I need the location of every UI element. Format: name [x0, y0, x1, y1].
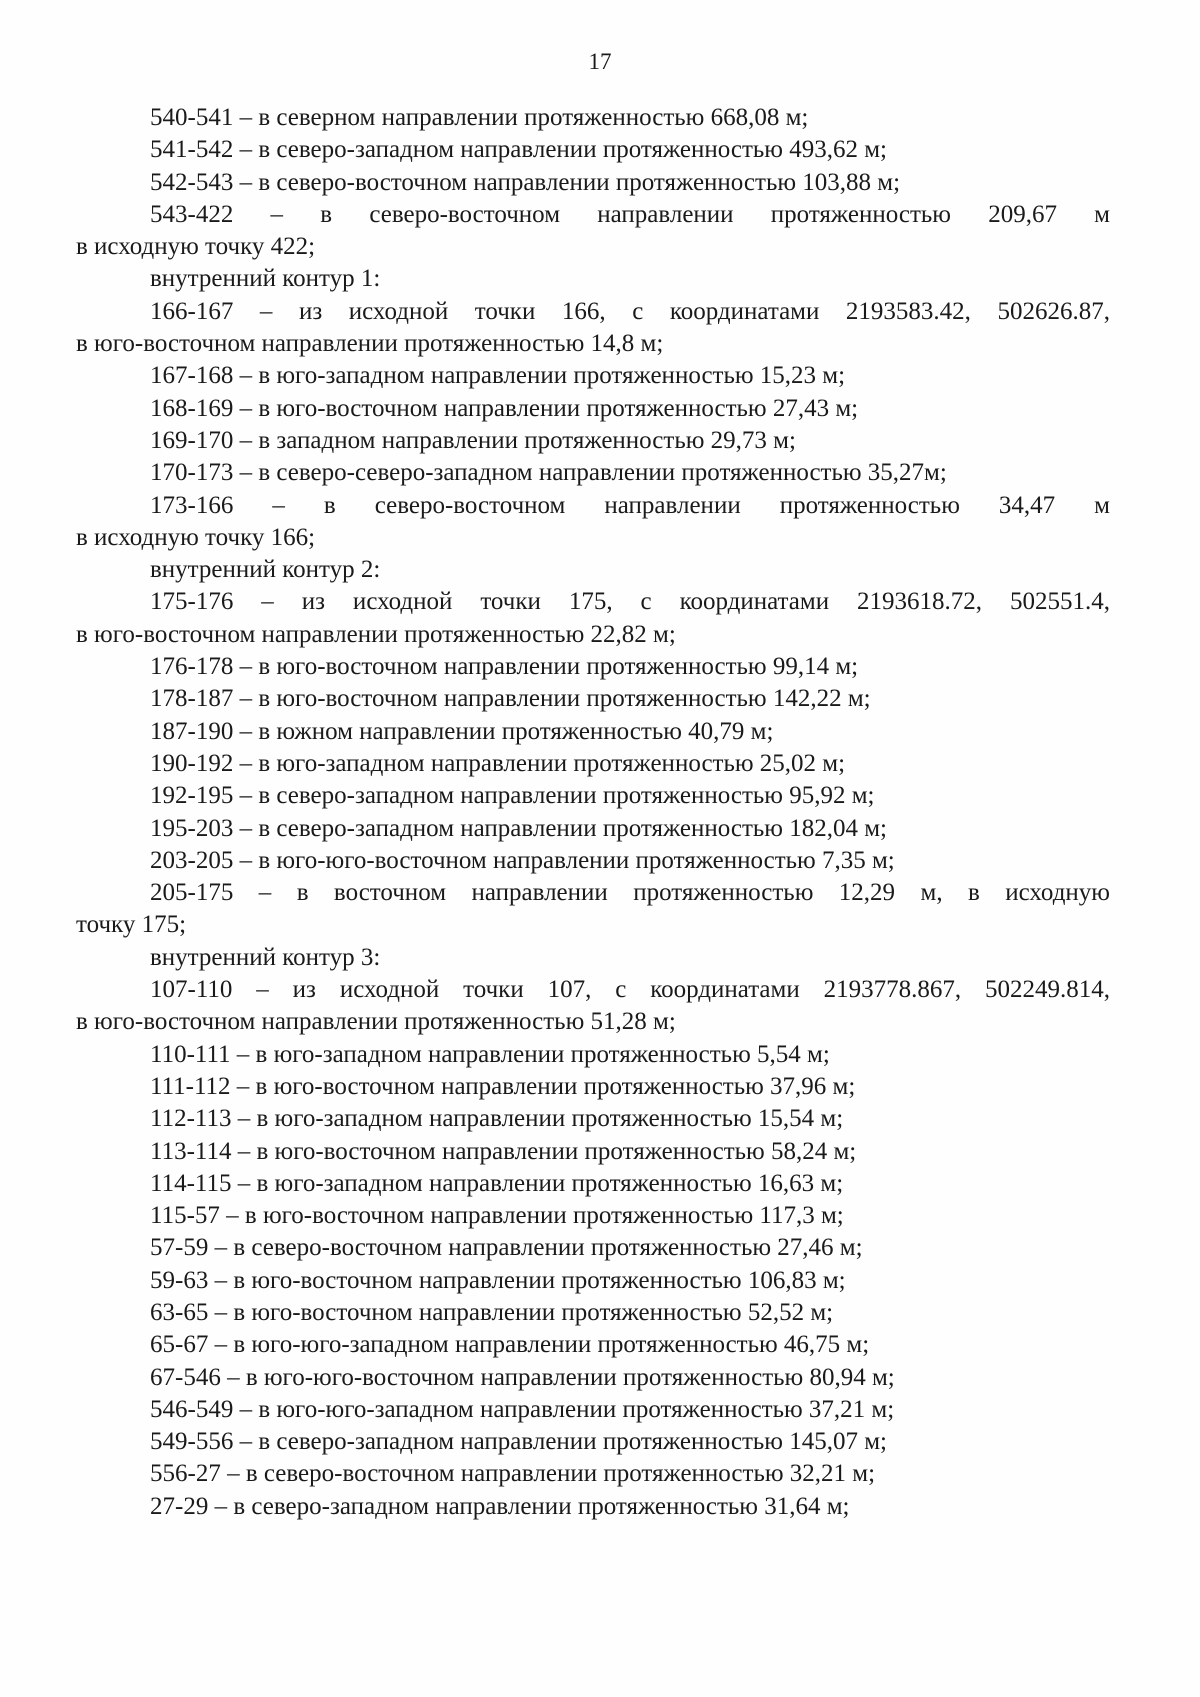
text-line: 540-541 – в северном направлении протяженностью 668,08 м; — [150, 104, 809, 131]
text-line: 170-173 – в северо-северо-западном направлении протяженностью 35,27м; — [150, 459, 947, 487]
text-line: 57-59 – в северо-восточном направлении протяженностью 27,46 м; — [150, 1234, 863, 1262]
text-line: 190-192 – в юго-западном направлении протяженностью 25,02 м; — [150, 749, 846, 777]
text-line: внутренний контур 3: — [150, 943, 381, 971]
text-line: в исходную точку 422; — [76, 233, 316, 261]
text-line: 175-176 – из исходной точки 175, с координатами 2193618.72, 502551.4, — [150, 588, 1110, 616]
text-line: 205-175 – в восточном направлении протяженностью 12,29 м, в исходную — [150, 879, 1110, 907]
text-line: 110-111 – в юго-западном направлении протяженностью 5,54 м; — [150, 1040, 830, 1068]
text-line: 192-195 – в северо-западном направлении протяженностью 95,92 м; — [150, 782, 875, 810]
text-line: 542-543 – в северо-восточном направлении протяженностью 103,88 м; — [150, 168, 901, 196]
text-line: в юго-восточном направлении протяженностью 14,8 м; — [76, 330, 664, 358]
text-line: 169-170 – в западном направлении протяженностью 29,73 м; — [150, 426, 796, 454]
text-line: 67-546 – в юго-юго-восточном направлении протяженностью 80,94 м; — [150, 1363, 895, 1391]
text-line: 107-110 – из исходной точки 107, с координатами 2193778.867, 502249.814, — [150, 976, 1110, 1004]
text-line: 176-178 – в юго-восточном направлении протяженностью 99,14 м; — [150, 653, 859, 681]
text-line: 166-167 – из исходной точки 166, с координатами 2193583.42, 502626.87, — [150, 297, 1110, 325]
text-line: 556-27 – в северо-восточном направлении протяженностью 32,21 м; — [150, 1460, 876, 1488]
text-line: 173-166 – в северо-восточном направлении протяженностью 34,47 м — [150, 491, 1110, 519]
text-line: 195-203 – в северо-западном направлении протяженностью 182,04 м; — [150, 814, 887, 842]
text-line: 114-115 – в юго-западном направлении протяженностью 16,63 м; — [150, 1169, 844, 1197]
text-line: внутренний контур 1: — [150, 265, 381, 293]
text-line: 115-57 – в юго-восточном направлении протяженностью 117,3 м; — [150, 1202, 844, 1230]
text-line: 187-190 – в южном направлении протяженностью 40,79 м; — [150, 717, 774, 745]
page-number: 17 — [588, 49, 612, 74]
text-line: 112-113 – в юго-западном направлении протяженностью 15,54 м; — [150, 1105, 844, 1133]
text-line: 113-114 – в юго-восточном направлении протяженностью 58,24 м; — [150, 1137, 857, 1165]
text-line: 111-112 – в юго-восточном направлении протяженностью 37,96 м; — [150, 1072, 856, 1100]
text-line: 65-67 – в юго-юго-западном направлении протяженностью 46,75 м; — [150, 1331, 870, 1359]
text-line: 546-549 – в юго-юго-западном направлении протяженностью 37,21 м; — [150, 1395, 895, 1423]
text-line: 178-187 – в юго-восточном направлении протяженностью 142,22 м; — [150, 685, 871, 713]
text-line: внутренний контур 2: — [150, 556, 381, 584]
text-line: 27-29 – в северо-западном направлении протяженностью 31,64 м; — [150, 1492, 850, 1520]
text-line: 59-63 – в юго-восточном направлении протяженностью 106,83 м; — [150, 1266, 846, 1294]
text-line: точку 175; — [76, 911, 187, 939]
text-line: 541-542 – в северо-западном направлении протяженностью 493,62 м; — [150, 136, 887, 164]
text-line: 203-205 – в юго-юго-восточном направлении протяженностью 7,35 м; — [150, 846, 895, 874]
document-body — [76, 102, 1110, 1523]
text-line: в юго-восточном направлении протяженностью 51,28 м; — [76, 1008, 676, 1036]
text-line: в исходную точку 166; — [76, 523, 316, 551]
text-line: 63-65 – в юго-восточном направлении протяженностью 52,52 м; — [150, 1298, 834, 1326]
text-line: 168-169 – в юго-восточном направлении протяженностью 27,43 м; — [150, 394, 859, 422]
text-line: в юго-восточном направлении протяженностью 22,82 м; — [76, 620, 676, 648]
text-line: 549-556 – в северо-западном направлении протяженностью 145,07 м; — [150, 1428, 887, 1456]
text-line: 543-422 – в северо-восточном направлении протяженностью 209,67 м — [150, 200, 1110, 228]
text-line: 167-168 – в юго-западном направлении протяженностью 15,23 м; — [150, 362, 846, 390]
